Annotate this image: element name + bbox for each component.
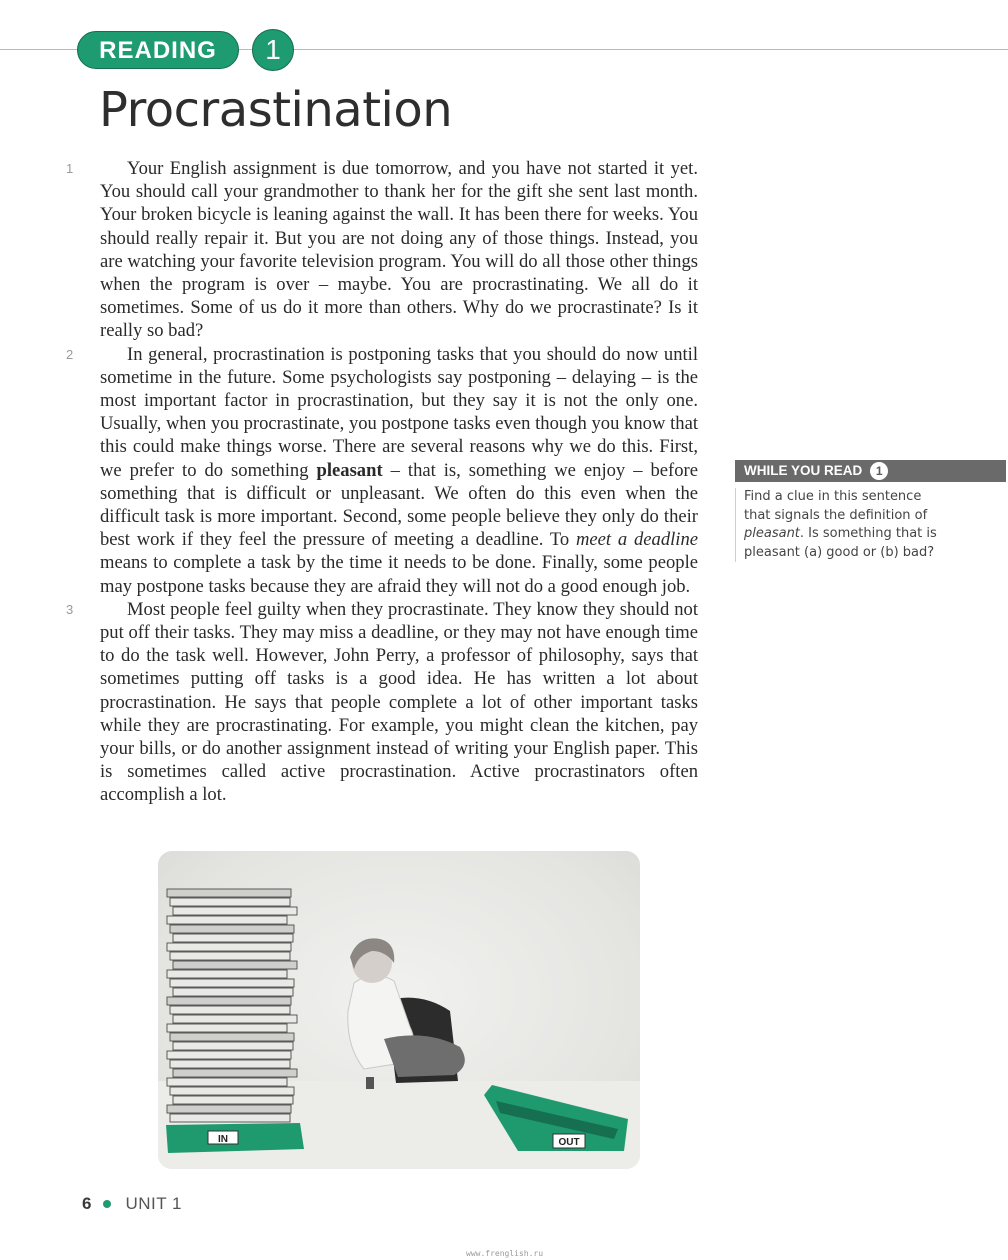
file-folder — [167, 916, 287, 924]
file-folder — [173, 1069, 297, 1077]
file-folder — [170, 1087, 294, 1095]
paragraph-number: 3 — [66, 601, 74, 617]
file-folder — [170, 1060, 290, 1068]
file-folder — [167, 943, 291, 951]
unit-label: UNIT 1 — [125, 1194, 183, 1213]
in-tray-label: IN — [218, 1134, 228, 1145]
paragraph-text: Your English assignment is due tomorrow, and you have not started it yet. You should call your grandmother to thank her for the gift she sent last month. Your broken bicycle is leaning against the wall. It has been there for weeks. You should really repair it. But you are not doing any of those things. Instead, you are watching your favorite television program. You will do all those other things when the program is over – maybe. You are procrastinating. We all do it sometimes. Some of us do it more than others. Why do we procrastinate? Is it really so bad? — [100, 158, 698, 342]
sidebar-text-part-2: . Is something that is pleasant (a) good or (b) bad? — [744, 526, 937, 560]
file-folder — [167, 1051, 291, 1059]
file-folder — [167, 970, 287, 978]
file-folder — [173, 1042, 293, 1050]
paragraph-text: In general, procrastination is postponing tasks that you should do now until sometime in the future. Some psychologists say postponing – delaying – is the most important factor in procrastination, but they say it is not the only one. Usually, when you procrastinate, you postpone tasks even though you know that this could make things worse. There are several reasons why we do this. First, we prefer to do something — [100, 343, 698, 481]
while-you-read-title: WHILE YOU READ — [744, 463, 863, 478]
sidebar-text-keyword: pleasant — [744, 526, 800, 542]
paragraph-number: 2 — [66, 346, 74, 362]
paragraph-text: – that is, something we enjoy – before something that is difficult or unpleasant. We often do this even when the difficult task is more important. Second, some people believe they only do their best work if they feel the pressure of meeting a deadline. To — [100, 459, 698, 551]
italic-term: meet a deadline — [575, 529, 699, 551]
reading-number-badge: 1 — [252, 29, 294, 71]
file-folder — [167, 1105, 291, 1113]
out-tray-label: OUT — [558, 1137, 580, 1148]
article-body — [66, 157, 699, 807]
while-you-read-number: 1 — [870, 462, 888, 480]
file-folder — [173, 1096, 293, 1104]
paragraph — [66, 343, 699, 598]
file-folder — [173, 961, 297, 969]
page-number: 6 — [82, 1194, 92, 1213]
file-folder — [170, 1006, 290, 1014]
file-folder — [167, 997, 291, 1005]
page-footer — [82, 1194, 182, 1214]
small-bottle — [366, 1077, 374, 1089]
paragraph-text: Most people feel guilty when they procrastinate. They know they should not put off their tasks. They may miss a deadline, or they may not have enough time to do the task well. However, John Perry, a professor of philosophy, says that sometimes putting off tasks is a good idea. He has written a lot about procrastination. He says that people complete a lot of other important tasks while they are procrastinating. For example, you might clean the kitchen, pay your bills, or do another assignment instead of writing your English paper. This is sometimes called active procrastination. Active procrastinators often accomplish a lot. — [100, 598, 698, 806]
watermark: www.frenglish.ru — [466, 1249, 544, 1258]
page-title: Procrastination — [99, 82, 453, 138]
illustration-svg — [158, 851, 640, 1169]
file-folder — [167, 1078, 287, 1086]
keyword-pleasant: pleasant — [316, 459, 383, 481]
file-folder — [173, 988, 293, 996]
while-you-read-box — [735, 460, 1006, 562]
reading-section-label: READING — [77, 31, 239, 69]
while-you-read-heading — [735, 460, 1006, 482]
file-folder — [173, 934, 293, 942]
paragraph-text: means to complete a task by the time it needs to be done. Finally, some people may postpone tasks because they are afraid they will not do a good enough job. — [100, 552, 698, 597]
while-you-read-text — [735, 488, 944, 562]
file-folder — [167, 889, 291, 897]
file-folder — [170, 952, 290, 960]
sidebar-text-part-1: Find a clue in this sentence that signals the definition of — [744, 489, 928, 523]
file-folder — [170, 925, 294, 933]
file-folder — [173, 907, 297, 915]
paragraph — [66, 598, 698, 807]
paragraph — [66, 157, 698, 343]
file-folder — [170, 1114, 290, 1122]
file-folder — [170, 1033, 294, 1041]
file-folder — [170, 979, 294, 987]
illustration-procrastinating-woman — [158, 851, 640, 1169]
file-folder — [170, 898, 290, 906]
file-folder — [167, 1024, 287, 1032]
footer-dot — [103, 1200, 111, 1208]
file-folder — [173, 1015, 297, 1023]
paragraph-number: 1 — [66, 161, 74, 176]
file-stack — [167, 889, 297, 1122]
